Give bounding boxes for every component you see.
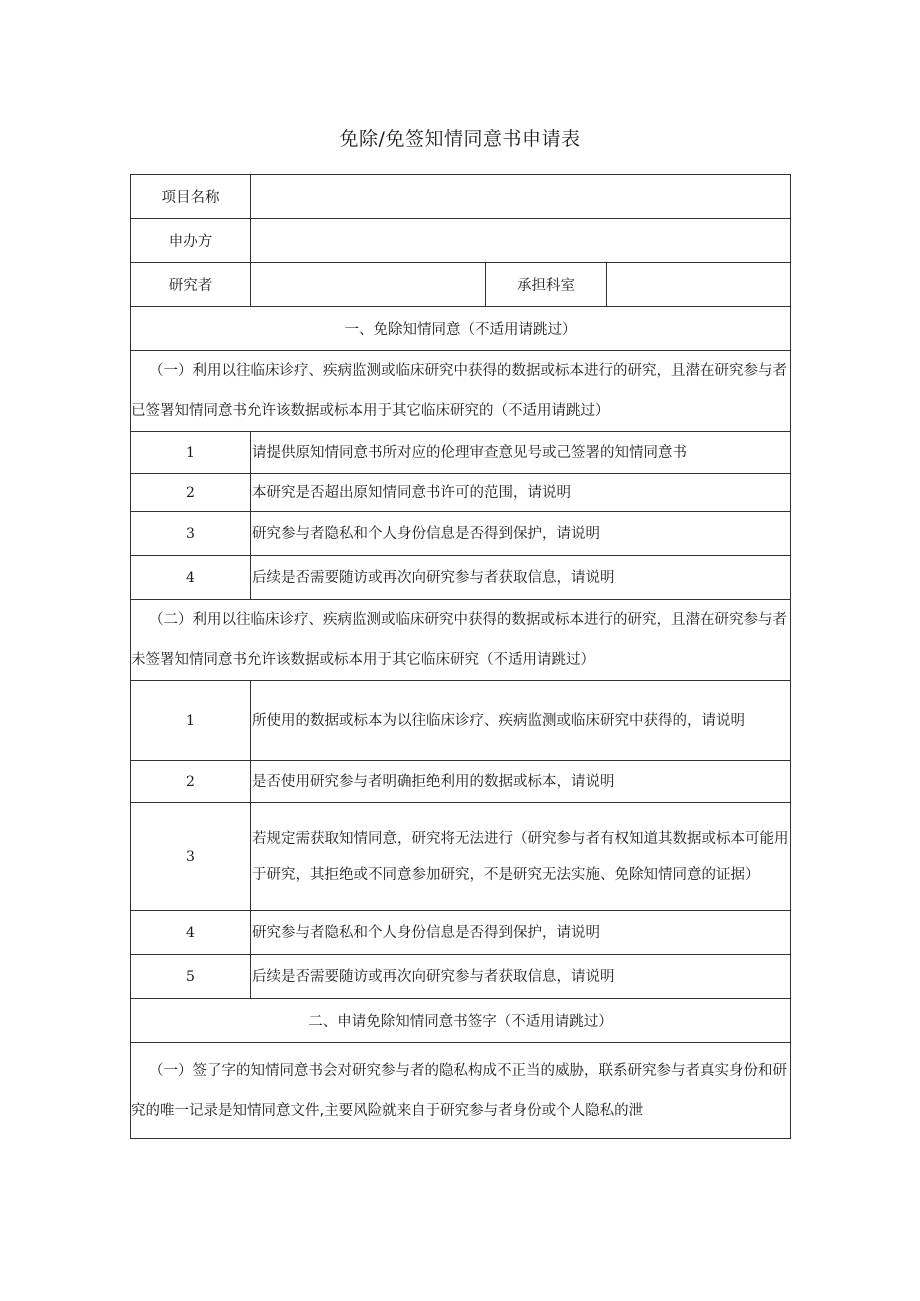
section1-heading: 一、免除知情同意（不适用请跳过） [131,307,791,351]
item-text[interactable]: 是否使用研究参与者明确拒绝利用的数据或标本，请说明 [251,761,791,803]
item-number: 1 [131,432,251,474]
department-field[interactable] [607,263,791,307]
table-row [131,955,791,999]
page-title: 免除/免签知情同意书申请表 [339,128,581,150]
researcher-label: 研究者 [131,263,251,307]
item-number: 3 [131,512,251,556]
item-text[interactable]: 请提供原知情同意书所对应的伦理审查意见号或己签署的知情同意书 [251,432,791,474]
section1-sub1-text: （一）利用以往临床诊疗、疾病监测或临床研究中获得的数据或标本进行的研究，且潜在研究参与者已签署知情同意书允许该数据或标本用于其它临床研究的（不适用请跳过） [131,351,791,432]
table-row [131,681,791,761]
project-name-field[interactable] [251,175,791,219]
item-text[interactable]: 研究参与者隐私和个人身份信息是否得到保护，请说明 [251,911,791,955]
sponsor-label: 申办方 [131,219,251,263]
sponsor-field[interactable] [251,219,791,263]
item-text[interactable]: 后续是否需要随访或再次向研究参与者获取信息，请说明 [251,955,791,999]
section2-sub1-text: （一）签了字的知情同意书会对研究参与者的隐私构成不正当的威胁，联系研究参与者真实身份和研究的唯一记录是知情同意文件,主要风险就来自于研究参与者身份或个人隐私的泄 [131,1043,791,1139]
item-text[interactable]: 研究参与者隐私和个人身份信息是否得到保护，请说明 [251,512,791,556]
item-text[interactable]: 后续是否需要随访或再次向研究参与者获取信息，请说明 [251,556,791,600]
application-form-table [130,174,791,1139]
table-row [131,474,791,512]
item-number: 2 [131,474,251,512]
section2-heading: 二、申请免除知情同意书签字（不适用请跳过） [131,999,791,1043]
item-number: 2 [131,761,251,803]
item-number: 4 [131,556,251,600]
table-row [131,512,791,556]
item-number: 3 [131,803,251,911]
department-label: 承担科室 [486,263,607,307]
item-text[interactable]: 所使用的数据或标本为以往临床诊疗、疾病监测或临床研究中获得的，请说明 [251,681,791,761]
section1-sub2-row [131,600,791,681]
section1-sub1-row [131,351,791,432]
section2-heading-row [131,999,791,1043]
table-row [131,556,791,600]
item-number: 1 [131,681,251,761]
section1-heading-row [131,307,791,351]
researcher-row [131,263,791,307]
project-name-label: 项目名称 [131,175,251,219]
researcher-field[interactable] [251,263,486,307]
table-row [131,761,791,803]
item-number: 4 [131,911,251,955]
item-number: 5 [131,955,251,999]
item-text[interactable]: 本研究是否超出原知情同意书许可的范围，请说明 [251,474,791,512]
table-row [131,911,791,955]
table-row [131,432,791,474]
section2-sub1-row [131,1043,791,1139]
project-name-row [131,175,791,219]
sponsor-row [131,219,791,263]
item-text[interactable]: 若规定需获取知情同意，研究将无法进行（研究参与者有权知道其数据或标本可能用于研究，其拒绝或不同意参加研究，不是研究无法实施、免除知情同意的证据） [251,803,791,911]
section1-sub2-text: （二）利用以往临床诊疗、疾病监测或临床研究中获得的数据或标本进行的研究，且潜在研究参与者未签署知情同意书允许该数据或标本用于其它临床研究（不适用请跳过） [131,600,791,681]
table-row [131,803,791,911]
